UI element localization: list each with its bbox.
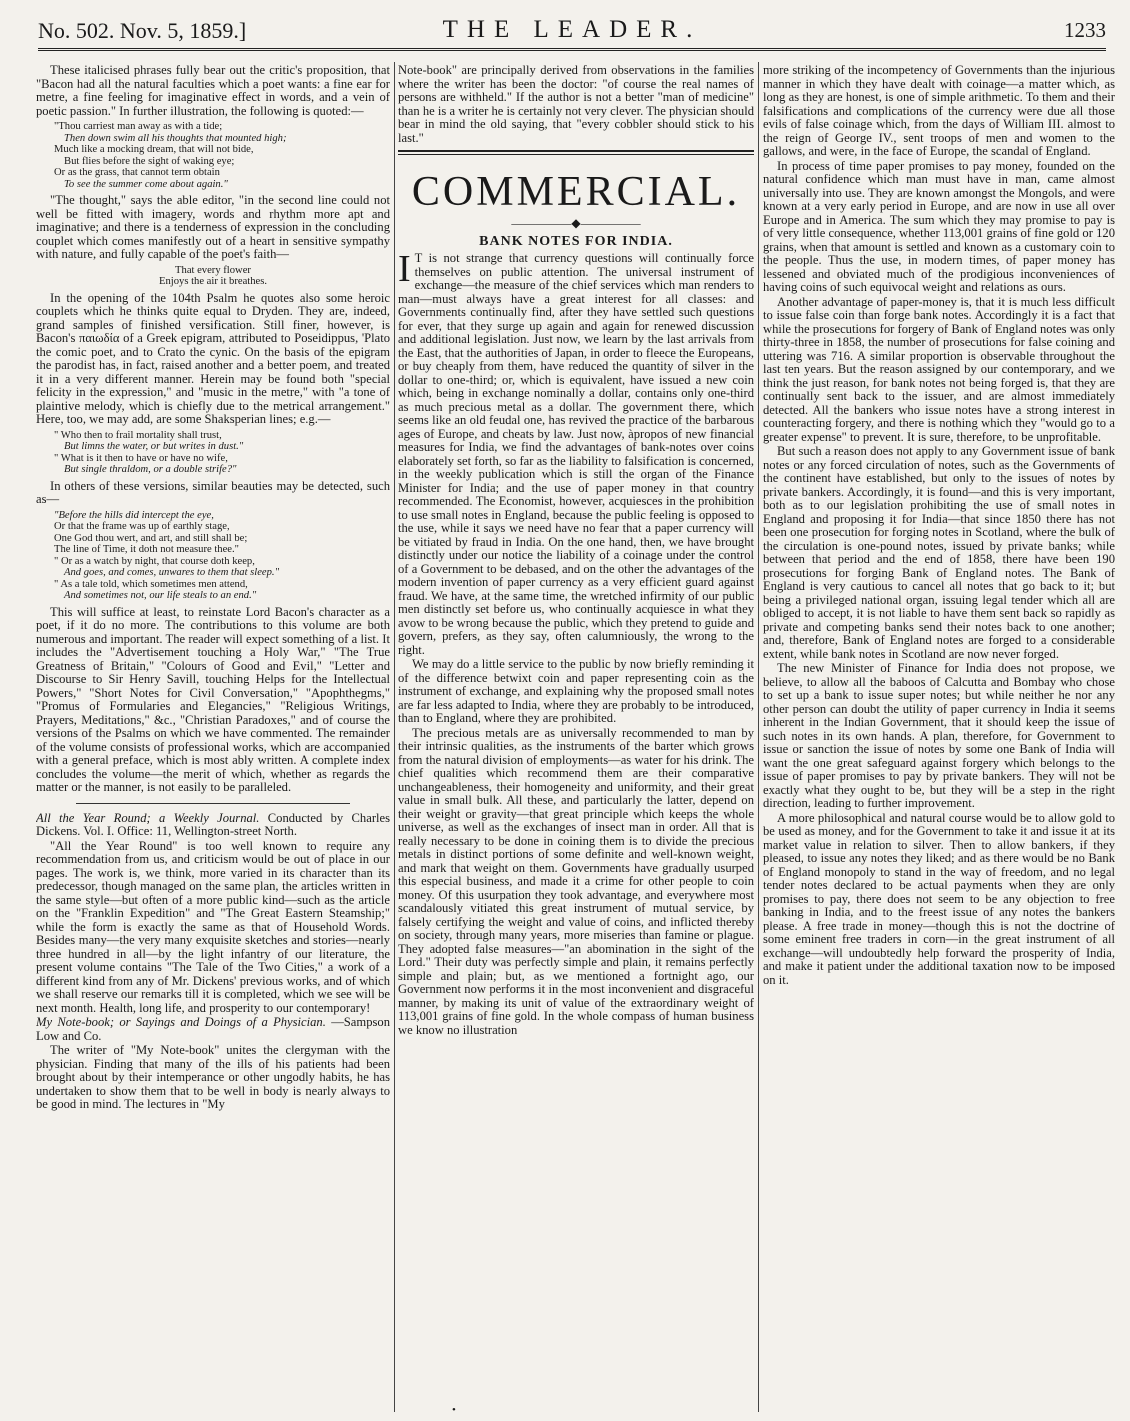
paragraph: These italicised phrases fully bear out the critic's proposition, that "Bacon had all the natural faculties which a poet wants: a fine ear for metre, a fine feeling for imaginative effect in words, and a vein of poetic passion." In further illustration, the following is quoted:—	[36, 64, 390, 118]
verse-line: But single thraldom, or a double strife?"	[64, 464, 237, 475]
column-middle	[398, 64, 754, 1409]
paragraph: "All the Year Round" is too well known to require any recommendation from us, and criticism would be out of place in our pages. The work is, we think, more varied in its character than its predecessor, though managed on the same plan, the articles written in the same style—but often of a more public kind—such as the article on the "Franklin Expedition" and "The Great Eastern Steamship;" while the form is exactly the same as that of Household Words. Besides many—the very many exquisite sketches and stories—nearly three hundred in all—by the light infantry of our literature, the present volume contains "The Tale of the Two Cities," a work of a different kind from any of Mr. Dickens' previous works, and of which we shall reserve our remarks till it is completed, which we see will be next month. Health, long life, and prosperity to our contemporary!	[36, 838, 390, 1015]
verse-line: "Before the hills did intercept the eye,	[54, 509, 214, 521]
verse-line: Enjoys the air it breathes.	[159, 276, 267, 287]
section-divider	[76, 803, 350, 804]
drop-cap: I	[398, 248, 411, 290]
book-details: —Sampson Low and Co.	[36, 1015, 390, 1043]
paragraph: In others of these versions, similar beauties may be detected, such as—	[36, 478, 390, 506]
paragraph: Another advantage of paper-money is, that it is much less difficult to issue false coin than forge bank notes. Accordingly it is a fact that while the prosecutions for forgery of Bank of England notes was only thirty-three in 1858, the number of prosecutions for false coining and uttering was 716. A similar proportion is observable throughout the last ten years. But the reason assigned by our contemporary, and we think the just reason, for bank notes not being forged is, that they are continually sent back to the issuer, and are almost immediately detected. All the bankers who issue notes have a strong interest in counteracting forgery, and there is nothing which they "would go to a greater expense" to prevent. It is sure, therefore, to be unprofitable.	[763, 294, 1115, 444]
paragraph: In process of time paper promises to pay money, founded on the natural confidence which man must have in man, came almost universally into use. They are known amongst the Mongols, and were known at a very early period in Europe, and are now in use all over Europe and in America. The sum which they may promise to pay is of very little consequence, whether 113,001 grains of fine gold or 120 grains, when that amount is settled and known as a customary coin to the people. Thus the use, in modern times, of paper money has lessened and obviated much of the prodigious inconveniences of having coins of such equivocal weight and relations as ours.	[763, 158, 1115, 294]
masthead	[38, 14, 1106, 51]
verse-line: Much like a mocking dream, that will not bide,	[54, 144, 254, 155]
paragraph: In the opening of the 104th Psalm he quotes also some heroic couplets which he thinks quite equal to Dryden. They are, indeed, grand samples of finished versification. Still finer, however, is Bacon's παιωδία of a Greek epigram, attributed to Poseidippus, 'Plato the comic poet, and to Crato the cynic. On the basis of the epigram the parodist has, in fact, raised another and a better poem, and treated it in a very different manner. Herein may be found both "special felicity in the expression," and "music in the metre," with "a tone of plaintive melody, which is chiefly due to the metrical arrangement." Here, too, we may add, are some Shaksperian lines; e.g.—	[36, 290, 390, 426]
verse-line: And goes, and comes, unwares to them that sleep."	[64, 567, 280, 578]
verse-line: " What is it then to have or have no wife,	[54, 452, 228, 464]
verse-line: " Or as a watch by night, that course doth keep,	[54, 555, 255, 567]
verse-quote	[54, 121, 390, 190]
paragraph: We may do a little service to the public by now briefly reminding it of the difference betwixt coin and paper representing coin as the instrument of exchange, and explaining why the proposed small notes are far less adapted to India, where they are probably to be introduced, than to England, where they are prohibited.	[398, 657, 754, 725]
column-rule-1	[394, 62, 395, 1412]
verse-line: And sometimes not, our life steals to an end."	[64, 590, 257, 601]
verse-line: The line of Time, it doth not measure thee."	[54, 544, 239, 555]
book-review-heading	[36, 812, 390, 839]
paragraph: Note-book" are principally derived from observations in the families where the writer has been the doctor: "of course the real names of persons are withheld." If the author is not a better "man of medicine" than he is a writer he is certainly not very clever. The physician should bear in mind the old saying, that "every cobbler should stick to his last."	[398, 64, 754, 145]
newspaper-title: THE LEADER.	[442, 16, 702, 43]
paragraph: The precious metals are as universally recommended to man by their intrinsic qualities, as the instruments of the barter which grows from the natural division of employments—as water for his drink. The chief qualities which recommend them are their comparative unchangeableness, their homogeneity and uniformity, and their great value in small bulk. All these, and particularly the latter, depend on their weight or gravity—that great principle which keeps the whole universe, as well as the exchanges of insect man in order. All that is really necessary to be done in coining them is to divide the precious metals in distinct portions of some definite and well-known weight, and mark that weight on them. Governments have gradually usurped this especial business, and made it a crime for other people to coin money. Of this usurpation they took advantage, and everywhere most scandalously vitiated this great instrument of mutual service, by falsely certifying the weight and value of coins, and inflicted thereby on society, through many years, more miseries than famine or plague. They adopted false measures—"an abomination in the sight of the Lord." Their duty was perfectly simple and plain, it remains perfectly simple and plain; but, as we mentioned a fortnight ago, our Government now performs it in the most inconvenient and disgraceful manner, by making its unit of value of the extraordinary weight of 113,001 grains of fine gold. In the whole compass of human business we know no illustration	[398, 725, 754, 1037]
verse-quote	[54, 430, 390, 476]
paragraph: "The thought," says the able editor, "in the second line could not well be fitted with imagery, words and rhythm more apt and imaginative; and there is a tenderness of expression in the concluding couplet which comes manifestly out of a heart in sensitive sympathy with nature, and fully capable of the poet's faith—	[36, 193, 390, 261]
paragraph: But such a reason does not apply to any Government issue of bank notes or any forced circulation of notes, such as the Governments of the continent have established, but only to the issues of notes by private bankers. Accordingly, it is found—and this is very important, both as to our legislation prohibiting the use of small notes in England and proposing it for India—that since 1850 there has not been one prosecution for forging notes in Scotland, where the bulk of the circulation is one-pound notes, issued by private banks; while between that period and the end of 1858, there have been 190 prosecutions for forging Bank of England notes. The Bank of England is very cautious to cancel all notes that go back to it; but being a privileged national organ, issuing legal tender which all are obliged to accept, it is not liable to have them sent back so rapidly as private and competing banks send their notes back to one another; and, therefore, Bank of England notes are forged to a considerable extent, while bank notes in Scotland are now never forged.	[763, 444, 1115, 661]
verse-line: "Thou carriest man away as with a tide;	[54, 121, 223, 132]
book-details: Conducted by Charles Dickens. Vol. I. Office: 11, Wellington-street North.	[36, 810, 390, 838]
column-left	[36, 64, 390, 1409]
footer-mark: •	[452, 1404, 456, 1416]
page-number: 1233	[1064, 18, 1106, 42]
column-rule-2	[758, 62, 759, 1412]
column-right	[763, 64, 1115, 1409]
verse-line: That every flower	[175, 264, 251, 276]
ornament-divider: —————◆—————	[511, 216, 641, 230]
verse-line: Then down swim all his thoughts that mounted high;	[64, 132, 287, 144]
verse-line: To see the summer come about again."	[64, 178, 228, 190]
paragraph: The new Minister of Finance for India does not propose, we believe, to allow all the baboos of Calcutta and Bombay who chose to set up a bank to issue super notes; but while neither he nor any other person can doubt the utility of paper currency in India it seems inherent in the Indian Government, that it should keep the issue of such notes in its own hands. A plan, therefore, for Government to issue or sanction the issue of notes by some one Bank of India will want the one great safeguard against forgery which belongs to the issue of paper promises to pay by private bankers. They will not be exactly what they ought to be, but they will be a step in the right direction, leading to further improvement.	[763, 661, 1115, 810]
issue-number-date: No. 502. Nov. 5, 1859.]	[38, 18, 247, 43]
book-review-heading	[36, 1016, 390, 1043]
verse-line: " Who then to frail mortality shall trust,	[54, 429, 222, 441]
verse-quote	[54, 510, 390, 602]
verse-line: One God thou wert, and art, and still shall be;	[54, 532, 248, 544]
section-divider	[398, 150, 754, 152]
verse-line: But flies before the sight of waking eye;	[64, 155, 235, 167]
verse-quote	[36, 265, 390, 288]
book-title: All the Year Round; a Weekly Journal.	[36, 810, 260, 825]
section-divider	[398, 154, 754, 155]
article-title: BANK NOTES FOR INDIA.	[479, 233, 673, 249]
paragraph-text: T is not strange that currency questions will continually force themselves on public attention. The universal instrument of exchange—the measure of the chief services which man renders to man—must always have a great interest for all classes: and Governments continually find, after they have settled such questions for ever, that they surge up again and again for renewed discussion and additional legislation. Just now, we learn by the last arrivals from the East, that the authorities of Japan, in order to fleece the Europeans, or buy cheaply from them, have reduced the quantity of silver in the dollar to one-third; or, which is equivalent, have issued a new coin which, being in exchange nominally a dollar, contains only one-third as much precious metal as a dollar. The government there, which seems like an old feudal one, has revived the practice of the barbarous ages of Europe, and cheats by law. Just now, àpropos of new financial measures for India, we find the advantages of bank-notes over coins elaborately set forth, so far as the liability to falsification is concerned, in the weekly publication which is still the organ of the Finance Minister for India; and the use of paper money in that country recommended. The Economist, however, acquiesces in the prohibition to use small notes in England, because the public feeling is opposed to the use, while it says we need have no fear that a paper currency will be vitiated by fraud in India. On the one hand, then, we have brought distinctly under our notice the liability of a coinage under the control of a Government to be debased, and on the other the advantages of the modern invention of paper currency as a very efficient guard against fraud. We have, at the same time, the wretched infirmity of our public men distinctly set before us, who continually acquiesce in what they avow to be wrong because the public, which they pretend to guide and govern, prefers, as they say, often calumniously, the wrong to the right.	[398, 251, 754, 657]
paragraph: The writer of "My Note-book" unites the clergyman with the physician. Finding that many of the ills of his patients had been brought about by their intemperance or other ungodly habits, he has undertaken to show them that to be well in body is nearly always to be good in mind. The lectures in "My	[36, 1043, 390, 1111]
verse-line: Or as the grass, that cannot term obtain	[54, 167, 220, 178]
book-title: My Note-book; or Sayings and Doings of a Physician.	[36, 1015, 326, 1029]
paragraph	[398, 248, 754, 657]
verse-line: But limns the water, or but writes in dust."	[64, 441, 244, 452]
paragraph: more striking of the incompetency of Governments than the injurious manner in which they have dealt with coinage—a matter which, as long as they are honest, is one of simple arithmetic. To them and their falsifications and complications of the currency were due all those evils of false coinage which, from the days of William III. almost to the reign of George IV., sent troops of men and women to the gallows, and were, in the face of Europe, the scandal of England.	[763, 64, 1115, 158]
paragraph: This will suffice at least, to reinstate Lord Bacon's character as a poet, if it do no more. The contributions to this volume are both numerous and important. The reader will expect something of a list. It includes the "Advertisement touching a Holy War," "The True Greatness of Britain," "Colours of Good and Evil," "Letter and Discourse to Sir Henry Savill, touching Helps for the Intellectual Powers," "Short Notes for Civil Conversation," "Apophthegms," "Promus of Formularies and Elegancies," "Religious Writings, Prayers, Meditations," &c., "Christian Paradoxes," and of course the versions of the Psalms on which we have commented. The remainder of the volume consists of professional works, which are accompanied with a general preface, which is most ably written. A complete index concludes the volume—the merit of which, whether as regards the matter or the manner, is not easily to be paralleled.	[36, 604, 390, 794]
verse-line: Or that the frame was up of earthly stage,	[54, 521, 230, 532]
verse-line: " As a tale told, which sometimes men attend,	[54, 578, 248, 590]
section-heading: COMMERCIAL.	[411, 169, 741, 215]
paragraph: A more philosophical and natural course would be to allow gold to be used as money, and for the Government to take it and issue it at its market value in relation to silver. Then to allow bankers, if they pleased, to issue any notes they liked; and as there would be no Bank of England monopoly to stand in the way of freedom, and no legal tender notes declared to be actual payments when they are only promises to pay, there does not seem to be any objection to free banking in India, and to the freest issue of any notes the bankers please. A free trade in money—though this is not the doctrine of some eminent free traders in corn—in the great instrument of all exchange—will undoubtedly help forward the prosperity of India, and make it patient under the additional taxation now to be imposed on it.	[763, 810, 1115, 987]
